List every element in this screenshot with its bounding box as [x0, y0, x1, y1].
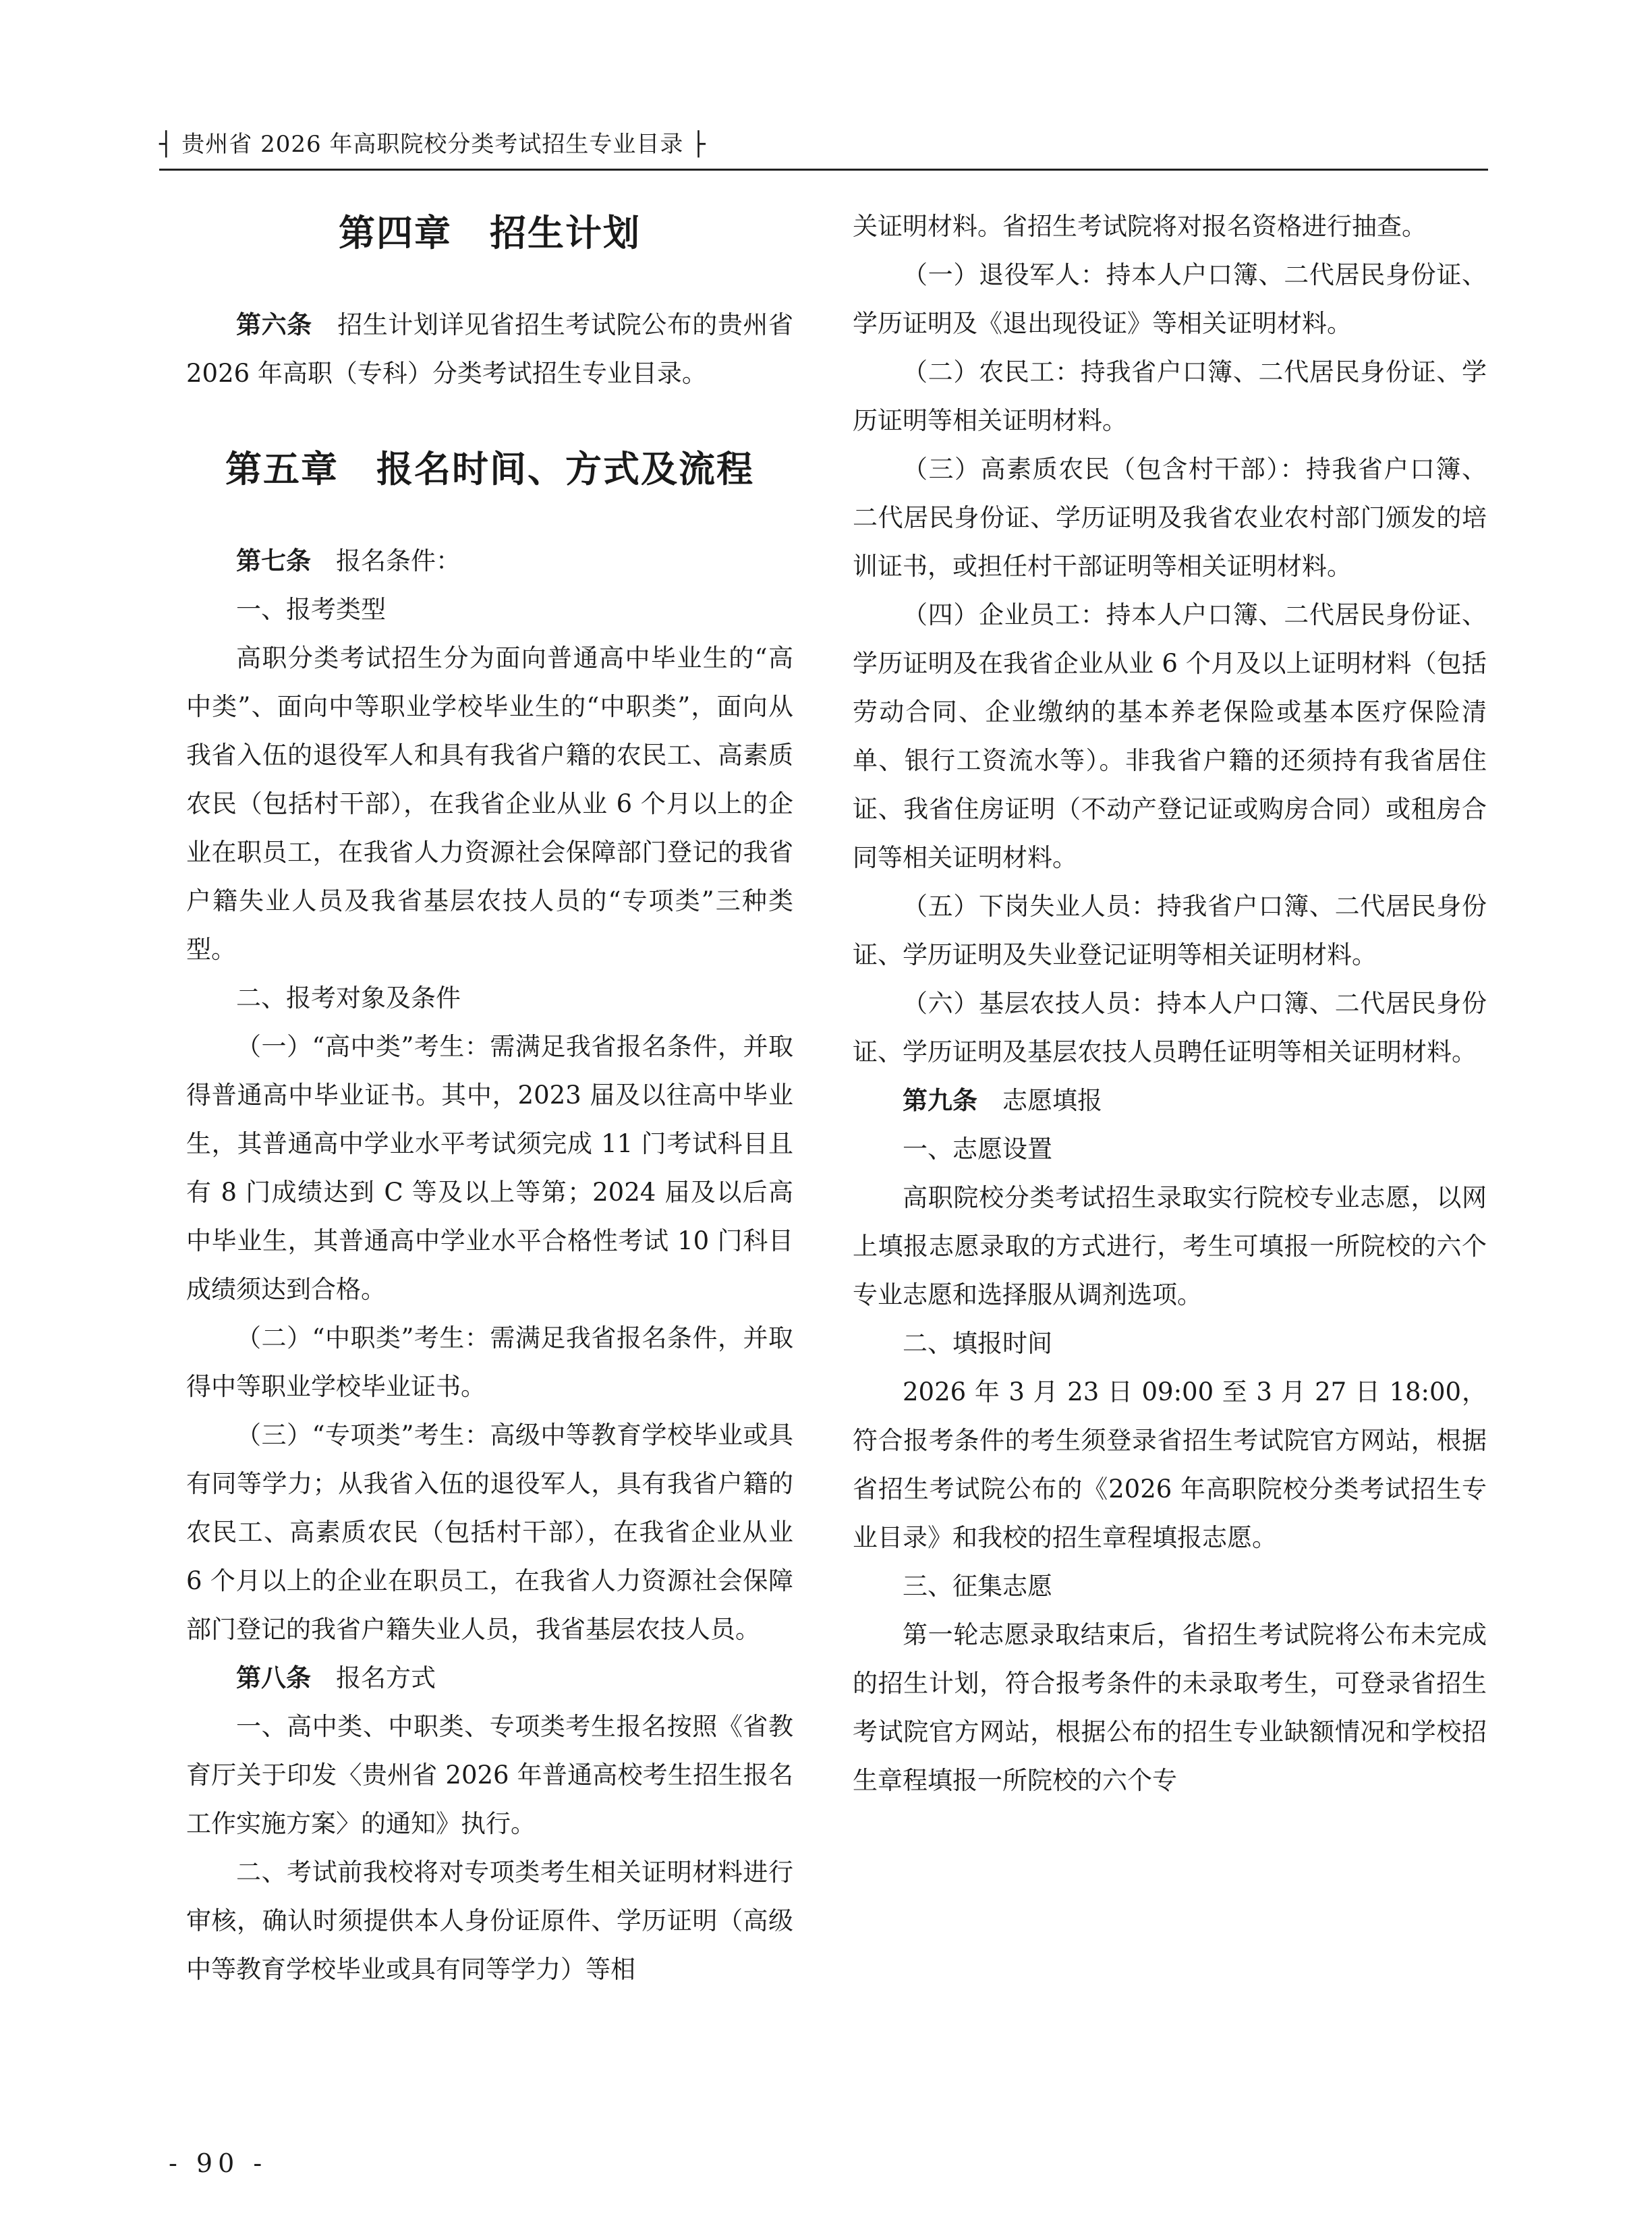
article-6-text: 招生计划详见省招生考试院公布的贵州省 2026 年高职（专科）分类考试招生专业目录。 — [186, 310, 794, 388]
article-7-text: 报名条件： — [336, 546, 461, 575]
paragraph: （二）“中职类”考生：需满足我省报名条件，并取得中等职业学校毕业证书。 — [186, 1323, 793, 1401]
paragraph: （一）“高中类”考生：需满足我省报名条件，并取得普通高中毕业证书。其中，2023 届及以往高中毕业生，其普通高中学业水平考试须完成 11 门考试科目且有 8 门成绩达到 C 等及以上等第；2024 届及以后高中毕业生，其普通高中学业水平合格性考试 10 门科目成绩须达到合格。 — [186, 1032, 793, 1304]
left-column — [186, 202, 793, 1994]
section-heading: 一、报考类型 — [236, 595, 386, 624]
right-column — [853, 202, 1487, 1805]
paragraph: （一）退役军人：持本人户口簿、二代居民身份证、学历证明及《退出现役证》等相关证明材料。 — [853, 260, 1487, 338]
chapter-4-title: 第四章 招生计划 — [339, 212, 641, 254]
article-9 — [853, 1077, 1487, 1125]
paragraph: 高职分类考试招生分为面向普通高中毕业生的“高中类”、面向中等职业学校毕业生的“中职类”，面向从我省入伍的退役军人和具有我省户籍的农民工、高素质农民（包括村干部），在我省企业从业 6 个月以上的企业在职员工，在我省人力资源社会保障部门登记的我省户籍失业人员及我省基层农技人员的“专项类”三种类型。 — [186, 644, 793, 964]
paragraph: 二、考试前我校将对专项类考生相关证明材料进行审核，确认时须提供本人身份证原件、学历证明（高级中等教育学校毕业或具有同等学力）等相 — [186, 1858, 793, 1984]
paragraph: （三）“专项类”考生：高级中等教育学校毕业或具有同等学力；从我省入伍的退役军人，具有我省户籍的农民工、高素质农民（包括村干部），在我省企业从业 6 个月以上的企业在职员工，在我省人力资源社会保障部门登记的我省户籍失业人员，我省基层农技人员。 — [186, 1421, 793, 1644]
paragraph: 2026 年 3 月 23 日 09:00 至 3 月 27 日 18:00，符合报考条件的考生须登录省招生考试院官方网站，根据省招生考试院公布的《2026 年高职院校分类考试招生专业目录》和我校的招生章程填报志愿。 — [853, 1377, 1487, 1552]
chapter-5-title: 第五章 报名时间、方式及流程 — [225, 448, 754, 490]
article-9-head: 第九条 — [903, 1086, 977, 1115]
running-header: ┤ 贵州省 2026 年高职院校分类考试招生专业目录 ├ — [159, 131, 706, 158]
header-rule — [159, 169, 1488, 171]
paragraph: 第一轮志愿录取结束后，省招生考试院将公布未完成的招生计划，符合报考条件的未录取考生，可登录省招生考试院官方网站，根据公布的招生专业缺额情况和学校招生章程填报一所院校的六个专 — [853, 1620, 1487, 1795]
paragraph: （二）农民工：持我省户口簿、二代居民身份证、学历证明等相关证明材料。 — [853, 358, 1487, 435]
article-9-text: 志愿填报 — [1002, 1086, 1102, 1115]
paragraph-continued: 关证明材料。省招生考试院将对报名资格进行抽查。 — [853, 212, 1427, 241]
paragraph: （四）企业员工：持本人户口簿、二代居民身份证、学历证明及在我省企业从业 6 个月及以上证明材料（包括劳动合同、企业缴纳的基本养老保险或基本医疗保险清单、银行工资流水等）。非我省户籍的还须持有我省居住证、我省住房证明（不动产登记证或购房合同）或租房合同等相关证明材料。 — [853, 600, 1487, 872]
section-heading: 二、报考对象及条件 — [236, 983, 461, 1012]
section-heading: 三、征集志愿 — [903, 1572, 1052, 1601]
article-6-head: 第六条 — [236, 310, 312, 339]
article-8-head: 第八条 — [236, 1663, 311, 1692]
article-7 — [186, 537, 793, 586]
section-heading: 二、填报时间 — [903, 1329, 1052, 1358]
article-8 — [186, 1654, 793, 1703]
paragraph: （三）高素质农民（包含村干部）：持我省户口簿、二代居民身份证、学历证明及我省农业农村部门颁发的培训证书，或担任村干部证明等相关证明材料。 — [853, 455, 1487, 581]
paragraph: 高职院校分类考试招生录取实行院校专业志愿，以网上填报志愿录取的方式进行，考生可填报一所院校的六个专业志愿和选择服从调剂选项。 — [853, 1183, 1487, 1309]
paragraph: 一、高中类、中职类、专项类考生报名按照《省教育厅关于印发〈贵州省 2026 年普通高校考生招生报名工作实施方案〉的通知》执行。 — [186, 1712, 793, 1838]
article-6 — [186, 301, 793, 398]
paragraph: （五）下岗失业人员：持我省户口簿、二代居民身份证、学历证明及失业登记证明等相关证明材料。 — [853, 892, 1487, 969]
article-8-text: 报名方式 — [336, 1663, 436, 1692]
article-7-head: 第七条 — [236, 546, 311, 575]
section-heading: 一、志愿设置 — [903, 1135, 1052, 1164]
paragraph: （六）基层农技人员：持本人户口簿、二代居民身份证、学历证明及基层农技人员聘任证明等相关证明材料。 — [853, 989, 1487, 1066]
page-number: - 90 - — [169, 2148, 268, 2178]
